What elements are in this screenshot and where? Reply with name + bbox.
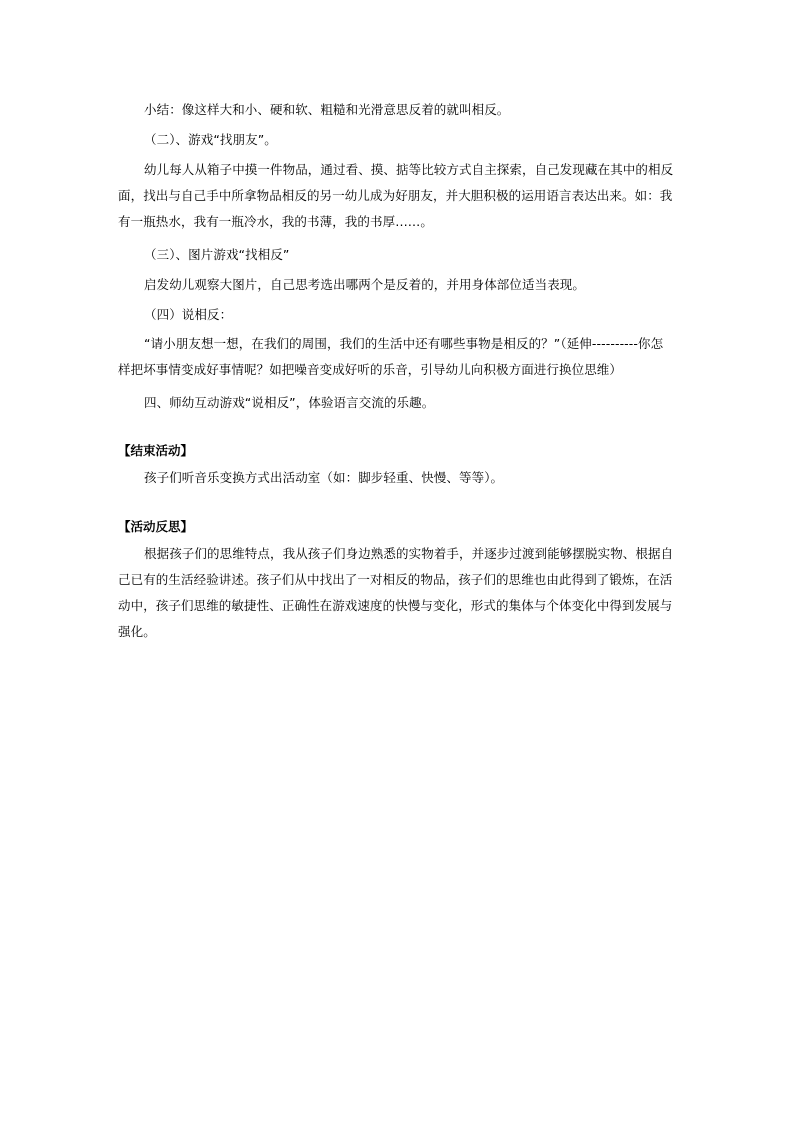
summary-paragraph: 小结：像这样大和小、硬和软、粗糙和光滑意思反着的就叫相反。: [144, 102, 510, 117]
section-two-title: （二）、游戏“找朋友”。: [144, 132, 277, 147]
say-opposite-description: “请小朋友想一想，在我们的周围，我们的生活中还有哪些事物是相反的？”（延伸----------你怎样把坏事情变成好事情呢？如把噪音变成好听的乐音，引导幼儿向积极方面进行换位思维）: [118, 336, 664, 377]
section-four-title: （四）说相反：: [144, 307, 233, 322]
section-three-title: （三）、图片游戏“找相反”: [144, 247, 290, 262]
find-friend-description: 幼儿每人从箱子中摸一件物品，通过看、摸、掂等比较方式自主探索，自己发现藏在其中的相反面，找出与自己手中所拿物品相反的另一幼儿成为好朋友，并大胆积极的运用语言表达出来。如：我有一瓶热水，我有一瓶冷水，我的书薄，我的书厚……。: [118, 162, 674, 229]
picture-game-description: 启发幼儿观察大图片，自己思考选出哪两个是反着的，并用身体部位适当表现。: [144, 277, 586, 292]
interaction-game-paragraph: 四、师幼互动游戏“说相反”，体验语言交流的乐趣。: [144, 395, 435, 410]
ending-section-heading: 【结束活动】: [118, 443, 194, 458]
ending-section-text: 孩子们听音乐变换方式出活动室（如：脚步轻重、快慢、等等）。: [144, 470, 504, 485]
reflection-section-text: 根据孩子们的思维特点，我从孩子们身边熟悉的实物着手，并逐步过渡到能够摆脱实物、根据自己已有的生活经验讲述。孩子们从中找出了一对相反的物品，孩子们的思维也由此得到了锻炼，在活动中，孩子们思维的敏捷性、正确性在游戏速度的快慢与变化，形式的集体与个体变化中得到发展与强化。: [118, 546, 674, 639]
reflection-section-heading: 【活动反思】: [118, 519, 194, 534]
